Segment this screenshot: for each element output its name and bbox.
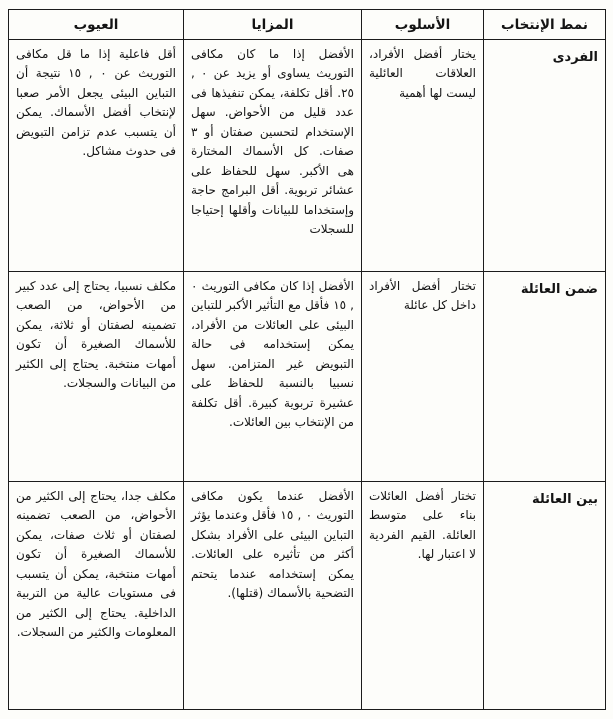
method-cell: تختار أفضل الأفراد داخل كل عائلة <box>362 272 484 482</box>
selection-methods-table <box>8 9 606 710</box>
header-row <box>9 10 606 40</box>
selection-type-cell: الفردى <box>484 40 606 272</box>
disadvantages-cell: مكلف نسبيا، يحتاج إلى عدد كبير من الأحواض، من الصعب تضمينه لصفتان أو ثلاثة، يمكن للأسماك الصغيرة أن تكون أمهات منتخبة. يحتاج إلى الكثير من البيانات والسجلات. <box>9 272 184 482</box>
column-header-method: الأسلوب <box>362 10 484 40</box>
advantages-cell: الأفضل إذا ما كان مكافى التوريث يساوى أو يزيد عن ٠ , ٢٥. أقل تكلفة، يمكن تنفيذها فى عدد قليل من الأحواض. سهل الإستخدام لتحسين صفتان أو ٣ صفات. كل الأسماك المختارة هى الأكبر. سهل للحفاظ على عشائر تربوية. أقل البرامج حاجة وإستخداما للبيانات وأقلها إحتياجا للسجلات <box>184 40 362 272</box>
advantages-cell: الأفضل إذا كان مكافى التوريث ٠ , ١٥ فأقل مع التأثير الأكبر للتباين البيئى على العائلات من الأفراد، يمكن إستخدامه فى حالة التبويض غير المتزامن. سهل نسبيا بالنسبة للحفاظ على عشيرة تربوية كبيرة. أقل تكلفة من الإنتخاب بين العائلات. <box>184 272 362 482</box>
disadvantages-cell: مكلف جدا، يحتاج إلى الكثير من الأحواض، من الصعب تضمينه لصفتان أو ثلاث صفات، يمكن للأسماك الصغيرة أن تكون أمهات منتخبة، يمكن أن يتسبب فى مستويات عالية من التربية الداخلية. يحتاج إلى الكثير من المعلومات والكثير من السجلات. <box>9 482 184 710</box>
column-header-advantages: المزايا <box>184 10 362 40</box>
method-cell: تختار أفضل العائلات بناء على متوسط العائلة. القيم الفردية لا اعتبار لها. <box>362 482 484 710</box>
table-row-between-family <box>9 482 606 710</box>
column-header-selection-type: نمط الإنتخاب <box>484 10 606 40</box>
table-head <box>9 10 606 40</box>
column-header-disadvantages: العيوب <box>9 10 184 40</box>
table-row-within-family <box>9 272 606 482</box>
advantages-cell: الأفضل عندما يكون مكافى التوريث ٠ , ١٥ فأقل وعندما يؤثر التباين البيئى على الأفراد بشكل أكثر من تأثيره على العائلات. يمكن إستخدامه عندما يتحتم التضحية بالأسماك (قتلها). <box>184 482 362 710</box>
method-cell: يختار أفضل الأفراد، العلاقات العائلية ليست لها أهمية <box>362 40 484 272</box>
disadvantages-cell: أقل فاعلية إذا ما قل مكافى التوريث عن ٠ , ١٥ نتيجة أن التباين البيئى يجعل الأمر صعبا لإنتخاب أفضل الأسماك. يمكن أن يتسبب عدم تزامن التبويض فى حدوث مشاكل. <box>9 40 184 272</box>
table-body <box>9 40 606 710</box>
table-row-individual <box>9 40 606 272</box>
selection-type-cell: ضمن العائلة <box>484 272 606 482</box>
selection-type-cell: بين العائلة <box>484 482 606 710</box>
